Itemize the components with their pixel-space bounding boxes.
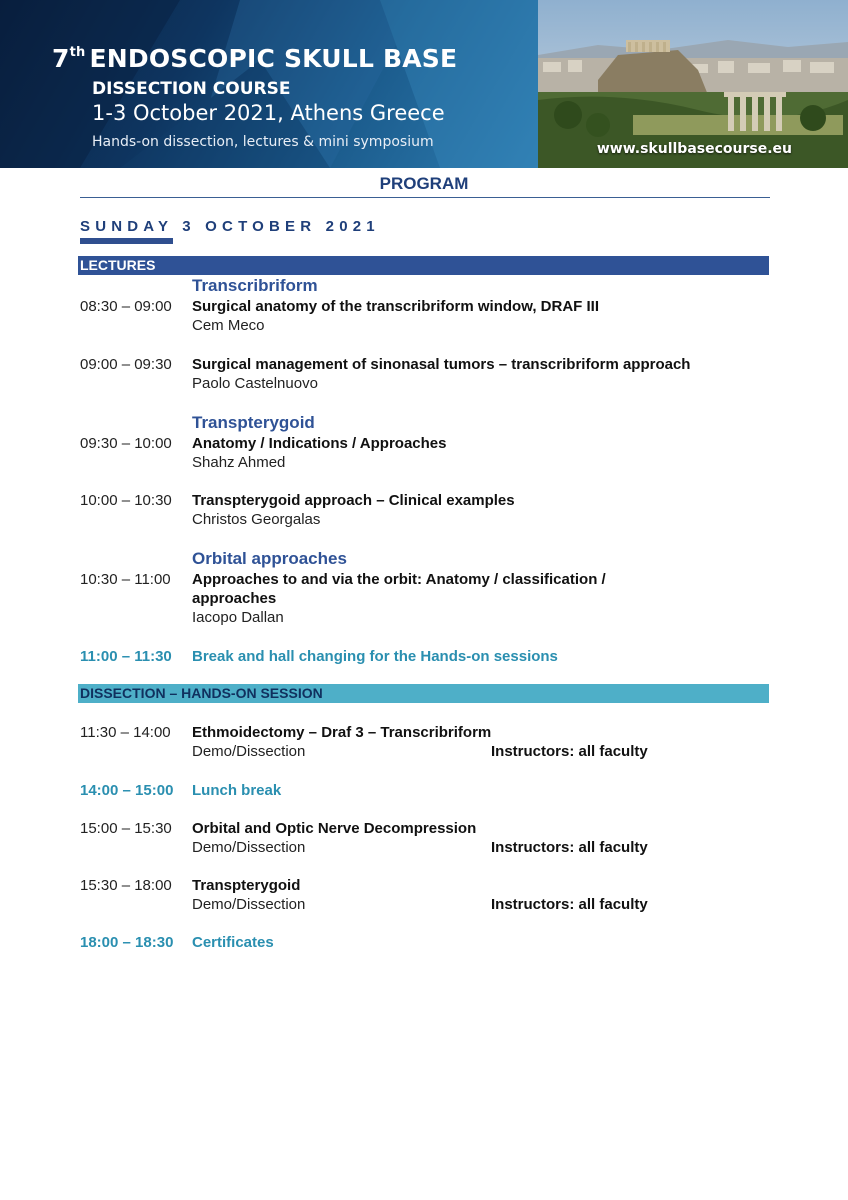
- session-instructors: Instructors: all faculty: [491, 743, 648, 760]
- break-time: 11:00 – 11:30: [80, 648, 172, 665]
- lecture-time: 09:00 – 09:30: [80, 356, 172, 373]
- edition-suffix: th: [69, 45, 86, 60]
- banner-title-panel: [0, 0, 538, 168]
- course-banner: [0, 0, 848, 168]
- banner-tagline: Hands-on dissection, lectures & mini symposium: [92, 134, 434, 150]
- edition-number: 7: [52, 44, 70, 73]
- lecture-speaker: Paolo Castelnuovo: [192, 375, 318, 392]
- break-time: 18:00 – 18:30: [80, 934, 174, 951]
- course-url[interactable]: www.skullbasecourse.eu: [596, 141, 792, 157]
- lecture-title: Surgical anatomy of the transcribriform window, DRAF III: [192, 298, 599, 315]
- lecture-speaker: Cem Meco: [192, 317, 265, 334]
- day-heading: SUNDAY 3 OCTOBER 2021: [80, 218, 380, 235]
- lecture-time: 10:30 – 11:00: [80, 571, 171, 588]
- session-type: Demo/Dissection: [192, 743, 306, 760]
- topic-heading: Orbital approaches: [192, 549, 347, 568]
- lecture-speaker: Shahz Ahmed: [192, 454, 286, 471]
- session-title: Orbital and Optic Nerve Decompression: [192, 820, 477, 837]
- lecture-title-continued: approaches: [192, 590, 277, 607]
- topic-heading: Transcribriform: [192, 276, 318, 295]
- banner-subtitle: DISSECTION COURSE: [92, 79, 291, 99]
- session-title: Transpterygoid: [192, 877, 301, 894]
- lecture-title: Approaches to and via the orbit: Anatomy / classification /: [192, 571, 606, 588]
- session-time: 11:30 – 14:00: [80, 724, 171, 741]
- session-instructors: Instructors: all faculty: [491, 839, 648, 856]
- topic-heading: Transpterygoid: [192, 413, 315, 432]
- lecture-speaker: Christos Georgalas: [192, 511, 321, 528]
- break-time: 14:00 – 15:00: [80, 782, 174, 799]
- athens-photo: [538, 0, 848, 168]
- lectures-header: LECTURES: [78, 256, 769, 275]
- banner-title: [52, 44, 457, 73]
- lecture-time: 08:30 – 09:00: [80, 298, 172, 315]
- lecture-speaker: Iacopo Dallan: [192, 609, 284, 626]
- lecture-time: 10:00 – 10:30: [80, 492, 172, 509]
- banner-date: 1-3 October 2021, Athens Greece: [92, 101, 445, 125]
- break-label: Lunch break: [192, 782, 282, 799]
- lecture-title: Transpterygoid approach – Clinical examples: [192, 492, 515, 509]
- break-label: Break and hall changing for the Hands-on sessions: [192, 648, 558, 665]
- lecture-title: Surgical management of sinonasal tumors – transcribriform approach: [192, 356, 691, 373]
- day-underline: [80, 238, 173, 244]
- break-label: Certificates: [192, 934, 274, 951]
- session-title: Ethmoidectomy – Draf 3 – Transcribriform: [192, 724, 492, 741]
- dissection-header: DISSECTION – HANDS-ON SESSION: [78, 684, 769, 703]
- session-instructors: Instructors: all faculty: [491, 896, 648, 913]
- lecture-time: 09:30 – 10:00: [80, 435, 172, 452]
- program-divider: [80, 197, 770, 198]
- session-time: 15:00 – 15:30: [80, 820, 172, 837]
- session-time: 15:30 – 18:00: [80, 877, 172, 894]
- banner-title-text: ENDOSCOPIC SKULL BASE: [89, 44, 458, 73]
- session-type: Demo/Dissection: [192, 839, 306, 856]
- lecture-title: Anatomy / Indications / Approaches: [192, 435, 447, 452]
- session-type: Demo/Dissection: [192, 896, 306, 913]
- program-title: PROGRAM: [379, 174, 469, 193]
